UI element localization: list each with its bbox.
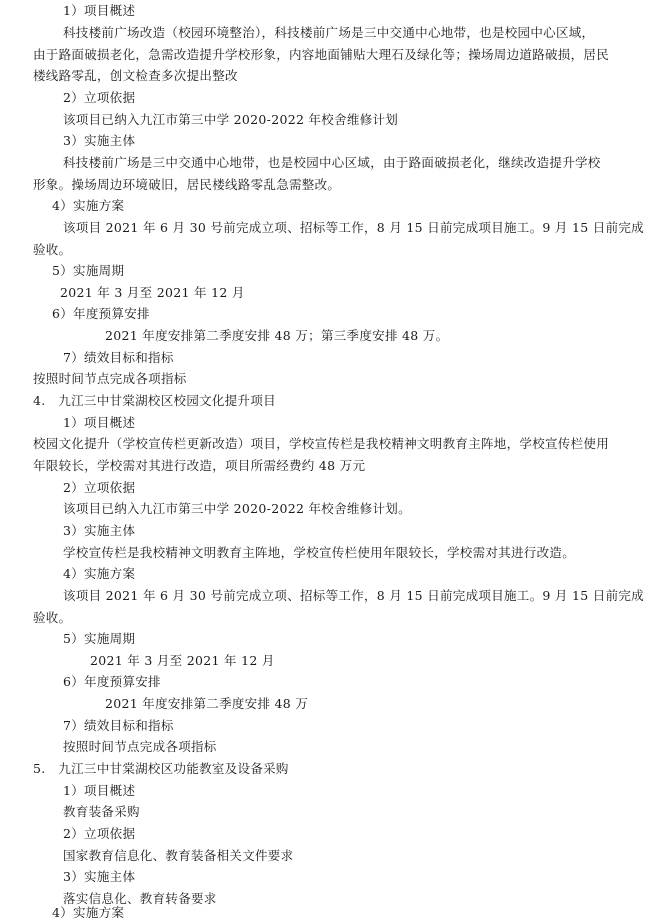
paragraph-line: 该项目 2021 年 6 月 30 号前完成立项、招标等工作，8 月 15 日前完成项目施工。9 月 15 日前完成: [63, 220, 644, 235]
section-heading-5: 5. 九江三中甘棠湖校区功能教室及设备采购: [33, 761, 289, 776]
paragraph-line: 教育装备采购: [63, 804, 140, 819]
paragraph-line: 2021 年 3 月至 2021 年 12 月: [90, 653, 275, 668]
heading-implementation-plan: 4）实施方案: [52, 198, 125, 213]
paragraph-line: 楼线路零乱，创文检查多次提出整改: [33, 68, 238, 83]
heading-project-basis: 2）立项依据: [63, 480, 136, 495]
paragraph-line: 按照时间节点完成各项指标: [33, 371, 187, 386]
paragraph-line: 科技楼前广场是三中交通中心地带，也是校园中心区域，由于路面破损老化，继续改造提升学校: [63, 155, 601, 170]
heading-project-overview: 1）项目概述: [63, 415, 136, 430]
heading-project-basis: 2）立项依据: [63, 90, 136, 105]
paragraph-line: 学校宣传栏是我校精神文明教育主阵地，学校宣传栏使用年限较长，学校需对其进行改造。: [63, 545, 576, 560]
paragraph-line: 校园文化提升（学校宣传栏更新改造）项目，学校宣传栏是我校精神文明教育主阵地，学校宣传栏使用: [33, 436, 610, 451]
paragraph-line: 按照时间节点完成各项指标: [63, 739, 217, 754]
paragraph-line: 形象。操场周边环境破旧，居民楼线路零乱急需整改。: [33, 177, 341, 192]
heading-implementing-body: 3）实施主体: [63, 869, 136, 884]
heading-performance-goals: 7）绩效目标和指标: [63, 350, 174, 365]
heading-project-basis: 2）立项依据: [63, 826, 136, 841]
paragraph-line: 验收。: [33, 610, 72, 625]
heading-project-overview: 1）项目概述: [63, 783, 136, 798]
paragraph-line: 2021 年度安排第二季度安排 48 万；第三季度安排 48 万。: [105, 328, 449, 343]
paragraph-line: 该项目已纳入九江市第三中学 2020-2022 年校舍维修计划。: [63, 501, 411, 516]
paragraph-line: 该项目 2021 年 6 月 30 号前完成立项、招标等工作，8 月 15 日前完成项目施工。9 月 15 日前完成: [63, 588, 644, 603]
heading-implementation-period: 5）实施周期: [63, 631, 136, 646]
heading-project-overview: 1）项目概述: [63, 3, 136, 18]
heading-annual-budget: 6）年度预算安排: [52, 306, 150, 321]
heading-implementation-plan: 4）实施方案: [63, 566, 136, 581]
heading-implementation-period: 5）实施周期: [52, 263, 125, 278]
heading-performance-goals: 7）绩效目标和指标: [63, 718, 174, 733]
paragraph-line: 该项目已纳入九江市第三中学 2020-2022 年校舍维修计划: [63, 112, 399, 127]
paragraph-line: 由于路面破损老化，急需改造提升学校形象，内容地面铺贴大理石及绿化等；操场周边道路破损，居民: [33, 47, 610, 62]
paragraph-line: 年限较长，学校需对其进行改造，项目所需经费约 48 万元: [33, 458, 366, 473]
paragraph-line: 科技楼前广场改造（校园环境整治），科技楼前广场是三中交通中心地带，也是校园中心区域，: [63, 25, 595, 40]
paragraph-line: 2021 年度安排第二季度安排 48 万: [105, 696, 309, 711]
paragraph-line: 落实信息化、教育转备要求: [63, 891, 217, 906]
paragraph-line: 验收。: [33, 242, 72, 257]
section-heading-4: 4. 九江三中甘棠湖校区校园文化提升项目: [33, 393, 276, 408]
paragraph-line: 国家教育信息化、教育装备相关文件要求: [63, 848, 294, 863]
heading-implementing-body: 3）实施主体: [63, 133, 136, 148]
heading-implementing-body: 3）实施主体: [63, 523, 136, 538]
heading-implementation-plan: 4）实施方案: [52, 905, 125, 920]
heading-annual-budget: 6）年度预算安排: [63, 674, 161, 689]
paragraph-line: 2021 年 3 月至 2021 年 12 月: [60, 285, 245, 300]
